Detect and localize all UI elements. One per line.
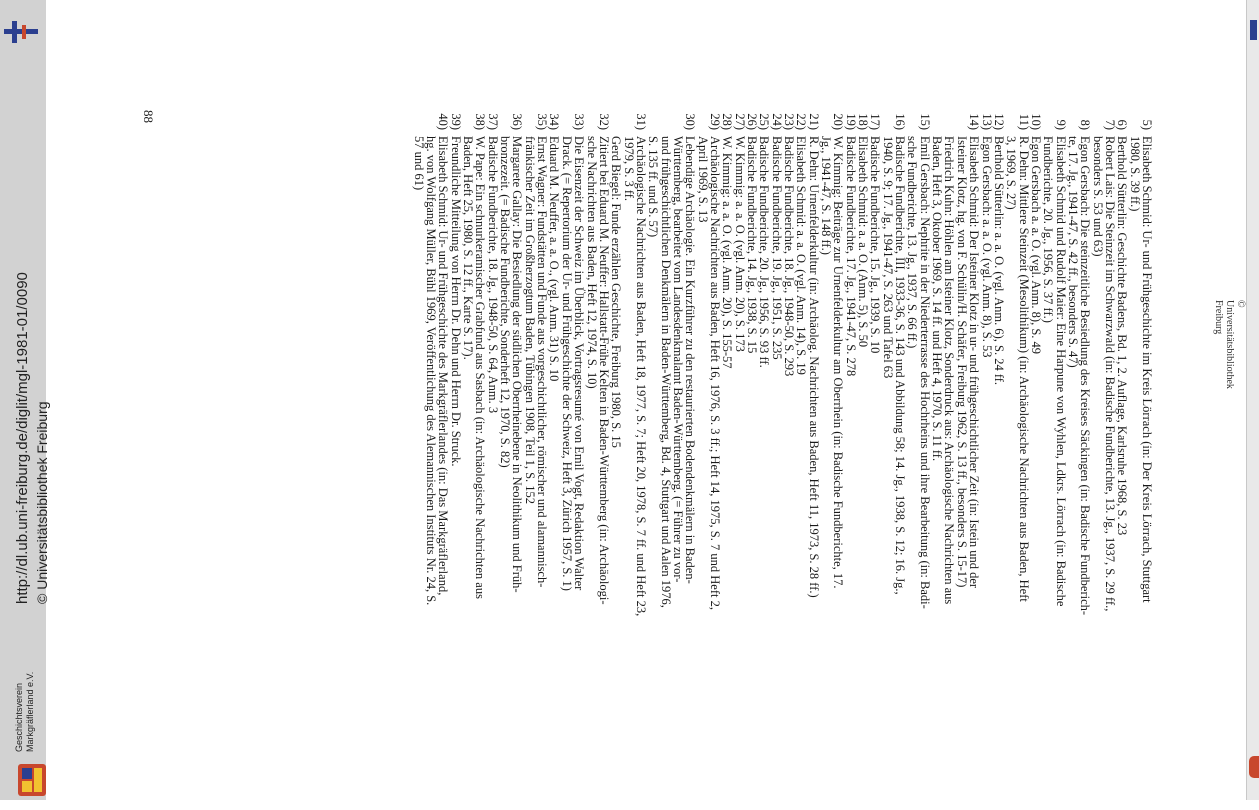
footnote-number: 23): [782, 113, 797, 130]
footnote: [486, 110, 498, 810]
footnote-continuation: hg. von Wolfgang Müller, Bühl 1969, Veröffentlichung des Alemannischen Instituts Nr. 24, S.: [424, 136, 439, 606]
footnote: [1091, 110, 1116, 810]
footnote: [746, 110, 758, 810]
footnote-number: 14): [967, 113, 982, 130]
footnote-number: 32): [596, 113, 611, 130]
footnote: [783, 110, 795, 810]
footnote-number: 18): [856, 113, 871, 130]
footnote-text: Margarete Gallay: Die Besiedlung der südlichen Oberrheinebene in Neolithikum und Früh-: [510, 136, 525, 593]
footnote: [548, 110, 560, 810]
footnote-text: Archäologische Nachrichten aus Baden, Heft 18, 1977, S. 7; Heft 20, 1978, S. 7 ff. und Heft 23,: [633, 136, 648, 617]
footnote: [869, 110, 881, 810]
footnote-continuation: April 1969, S. 13: [695, 136, 710, 223]
footnote-continuation: Baden, Heft 25, 1980, S. 12 ff., Karte S. 17).: [461, 136, 476, 360]
footnote: [1116, 110, 1128, 810]
footnote-continuation: 1979, S. 3 ff.: [621, 136, 636, 202]
watermark-copyright: © Universitätsbibliothek Freiburg: [1213, 300, 1246, 389]
footnote: [993, 110, 1005, 810]
footnote-number: 12): [991, 113, 1006, 130]
footnote: [696, 110, 721, 810]
footnote-text: Die Eisenzeit der Schweiz im Überblick, Vortragsresumé von Emil Vogt, Redaktion Walter: [572, 136, 587, 591]
footnote: [770, 110, 782, 810]
footnote-number: 22): [794, 113, 809, 130]
footnote: [1030, 110, 1042, 810]
footer-url-link[interactable]: http://dl.ub.uni-freiburg.de/diglit/mgl-1981-01/0090: [14, 272, 31, 604]
footnote: [499, 110, 524, 810]
footnote-text: Egon Gersbach: a. a. O. (vgl. Anm. 8), S. 53: [979, 136, 994, 358]
footnote-number: 16): [893, 113, 908, 130]
footnote: [733, 110, 745, 810]
footnote-number: 19): [843, 113, 858, 130]
footnote-text: Badische Fundberichte, III, 1933-36, S. 143 und Abbildung 58; 14. Jg., 1938, S. 12; 16. Jg.,: [893, 136, 908, 595]
footnote-number: 30): [683, 113, 698, 130]
page-number: 88: [141, 110, 156, 123]
footnote-number: 37): [485, 113, 500, 130]
footnote: [807, 110, 819, 810]
footnote-number: 29): [707, 113, 722, 130]
footnote-number: 25): [757, 113, 772, 130]
footnote-text: Elisabeth Schmid: a. a. O. (vgl. Anm. 14), S. 19: [794, 136, 809, 375]
footnote-text: Badische Fundberichte, 18. Jg., 1948-50, S. 64, Anm. 3: [485, 136, 500, 414]
footnote-number: 24): [769, 113, 784, 130]
footnote-text: W. Kimmig: Beiträge zur Urnenfelderkultur am Oberrhein (in: Badische Fundberichte, 17.: [831, 136, 846, 589]
footnote: [523, 110, 548, 810]
footnote: [721, 110, 733, 810]
footnote-continuation: 57 und 61): [411, 136, 426, 191]
footnote: [1042, 110, 1067, 810]
footnote-number: 13): [979, 113, 994, 130]
footnote-continuation: bronzezeit. (= Badische Fundberichte, Sonderheft 12, 1970, S. 82): [498, 136, 513, 468]
footnote: [758, 110, 770, 810]
footnote-number: 8): [1078, 119, 1093, 130]
footnote-continuation: 1940, S. 9; 17. Jg., 1941-47, S. 263 und Tafel 63: [880, 136, 895, 379]
footnote-number: 35): [535, 113, 550, 130]
footnote-text: Badische Fundberichte, 20. Jg., 1956, S. 93 ff.: [757, 136, 772, 368]
footnote: [931, 110, 980, 810]
footnote-text: Archäologische Nachrichten aus Baden, Heft 16, 1976, S. 3 ff.; Heft 14, 1975, S. 7 und Heft 2,: [707, 136, 722, 610]
footnote-text: Elisabeth Schmid: Ur- und Frühgeschichte im Kreis Lörrach (in: Der Kreis Lörrach, Stuttgart: [1140, 136, 1154, 603]
footnote-continuation: besonders S. 53 und 63): [1090, 136, 1105, 257]
footnote-text: Robert Lais: Die Steinzeit im Schwarzwald (in: Badische Fundberichte, 13. Jg., 1937, S. 29 ff.,: [1102, 136, 1117, 612]
footnote-number: 28): [720, 113, 735, 130]
document-page: [141, 0, 1154, 800]
footnote-number: 9): [1053, 119, 1068, 130]
footnote-text: W. Kimmig: a. a. O. (vgl. Anm. 20), S. 155-57: [720, 136, 735, 369]
footnote-continuation: te, 17. Jg., 1941-47, S. 42 ff., besonders S. 47): [1065, 136, 1080, 368]
footnote-text: R. Dehn: Mittlere Steinzeit (Mesolithikum) (in: Archäologische Nachrichten aus Baden, Heft: [1016, 136, 1031, 602]
footnote: [462, 110, 487, 810]
footnote-continuation: 1980, S. 39 ff.): [1127, 136, 1142, 212]
footnote-text: Elisabeth Schmid und Rudolf Maier: Eine Harpune von Wyhlen, Ldkrs. Lörrach (in: Badische: [1053, 136, 1068, 607]
credit: [14, 672, 36, 752]
viewer-right-strip: [1246, 0, 1259, 800]
footnote: [1067, 110, 1092, 810]
footnote-continuation: und frühgeschichtlichen Denkmälern in Baden-Württemberg, Bd. 4, Stuttgart und Aalen 1976,: [658, 136, 673, 608]
coat-of-arms-icon: [14, 760, 48, 800]
footnote-text: R. Dehn: Urnenfelderkultur (in: Archäolog. Nachrichten aus Baden, Heft 11, 1973, S. 28 ff.): [806, 136, 821, 598]
footnote-number: 27): [732, 113, 747, 130]
footnote-text: Badische Fundberichte, 14. Jg., 1938, S. 15: [745, 136, 759, 354]
footnote-text: Eduard M. Neuffer, a. a. O., (vgl. Anm. 31) S. 10: [547, 136, 562, 382]
viewer-mark-icon: [1250, 20, 1257, 40]
footnote: [610, 110, 647, 810]
footnote: [980, 110, 992, 810]
footer-copyright: © Universitätsbibliothek Freiburg: [34, 401, 50, 604]
footnote-number: 15): [917, 113, 932, 130]
footnote-number: 10): [1028, 113, 1043, 130]
footnote-continuation: sche Fundberichte, 13. Jg., 1937, S. 66 ff.): [905, 136, 920, 349]
footnote-continuation: Drack. (= Repertorium der Ur- und Frühgeschichte der Schweiz, Heft 3, Zürich 1957, S. 1): [559, 136, 574, 591]
footnote-text: Freundliche Mitteilung von Herrn Dr. Dehn und Herrn Dr. Struck.: [448, 136, 463, 467]
footnote-text: Emil Gersbach: Nephrite in der Niederterrasse des Hochrheins und ihre Bearbeitung (in: Badi-: [917, 136, 932, 609]
footnote: [1128, 110, 1153, 810]
footnote-text: W. Pape: Ein schnurkeramischer Grabfund aus Sasbach (in: Archäologische Nachrichten aus: [473, 136, 488, 599]
footnote-continuation: sche Nachrichten aus Baden, Heft 12, 1974, S. 10): [584, 136, 599, 389]
footnote-continuation: fränkischer Zeit im Großherzogtum Baden, Tübingen 1908, Teil 1, S. 152: [522, 136, 537, 505]
footnote-number: 6): [1115, 119, 1130, 130]
footnote-number: 31): [633, 113, 648, 130]
footnote-number: 5): [1140, 119, 1154, 130]
footnote: [906, 110, 931, 810]
footnote-text: Badische Fundberichte, 15. Jg., 1939, S. 10: [868, 136, 883, 354]
footnote-text: Elisabeth Schmid: Ur- und Frühgeschichte des Markgräflerlandes (in: Das Markgräflerland,: [436, 136, 451, 596]
footnote-text: Berthold Sütterlin: a. a. O. (vgl. Anm. 6), S. 24 ff.: [991, 136, 1006, 386]
footnote-text: Elisabeth Schmid: a. a. O. (Anm. 5), S. 50: [856, 136, 871, 348]
footnote-continuation: Fundberichte, 20. Jg., 1956, S. 37 ff.): [1041, 136, 1056, 323]
footnote: [561, 110, 586, 810]
footnote: [844, 110, 856, 810]
footnote-number: 21): [806, 113, 821, 130]
footnote: [412, 110, 449, 810]
footnote-continuation: S. 135 ff. und S. 57): [646, 136, 661, 238]
footnote-text: Badische Fundberichte, 19. Jg., 1951, S. 235: [769, 136, 784, 360]
footnote: [795, 110, 807, 810]
footnote-continuation: Gerd Biegel: Funde erzählen Geschichte, Freiburg 1980, S. 15: [609, 136, 624, 448]
footnote-number: 33): [572, 113, 587, 130]
footnote: [647, 110, 696, 810]
footnote-text: Badische Fundberichte, 18. Jg., 1948-50, S. 293: [782, 136, 797, 377]
footnote-continuation: Württemberg, bearbeitet vom Landesdenkmalamt Baden-Württemberg. (= Führer zu vor-: [670, 136, 685, 583]
footnote-text: Egon Gersbach: Die steinzeitliche Besiedlung des Kreises Säckingen (in: Badische Fundberich-: [1078, 136, 1093, 616]
footnote-continuation: Friedrich Kuhn: Höhlen am Isteiner Klotz, Sonderdruck aus: Archäologische Nachrichten aus: [942, 136, 957, 605]
footnote-continuation: Baden, Heft 3, Oktober 1969, S. 14 ff. und Heft 4, 1970, S. 11 ff.: [930, 136, 945, 462]
footnote-text: Zitiert bei Eduard M. Neuffer: Hallstatt-Frühe Kelten in Baden-Württemberg (in: Archäologi-: [596, 136, 611, 605]
footnote-number: 20): [831, 113, 846, 130]
footnote: [449, 110, 461, 810]
footnote: [585, 110, 610, 810]
footnote-number: 38): [473, 113, 488, 130]
footnote: [857, 110, 869, 810]
footnote-number: 17): [868, 113, 883, 130]
footnote-number: 26): [745, 113, 759, 130]
footnote-text: Egon Gersbach a. a. O. (vgl. Anm. 8), S. 49: [1028, 136, 1043, 355]
footnote-number: 7): [1102, 119, 1117, 130]
footnote-text: W. Kimmig: a. a. O. (vgl. Anm. 20), S. 173: [732, 136, 747, 352]
footnote-number: 34): [547, 113, 562, 130]
footnote: [820, 110, 845, 810]
footnote-number: 39): [448, 113, 463, 130]
footnote-text: Ernst Wagner: Fundstätten und Funde aus vorgeschichtlicher, römischer und alamannisch-: [535, 136, 550, 588]
viewer-badge-icon: [1249, 756, 1259, 778]
footnote-text: Elisabeth Schmid: Der Isteiner Klotz in ur- und frühgeschichtlicher Zeit (in: Istein und der: [967, 136, 982, 589]
footnote-text: Badische Fundberichte, 17. Jg., 1941-47, S. 278: [843, 136, 858, 377]
footnote-continuation: Jg., 1941-47, S. 148 ff.): [819, 136, 834, 255]
credit-line: Markgräflerland e.V.: [25, 671, 35, 752]
footnote: [1005, 110, 1030, 810]
footnote-list: [412, 110, 1153, 810]
footer: [14, 0, 60, 800]
footnote-continuation: 3, 1969, S. 27): [1004, 136, 1019, 210]
footnote-number: 36): [510, 113, 525, 130]
footnote-number: 40): [436, 113, 451, 130]
footnote: [881, 110, 906, 810]
footnote-text: Lebendige Archäologie. Ein Kurzführer zu den restaurierten Bodendenkmälern in Baden-: [683, 136, 698, 584]
footnote-continuation: Isteiner Klotz, hg. von F. Schülin/H. Schäfer, Freiburg 1962, S. 13 ff., besonders S. 15-17): [954, 136, 969, 588]
footnote-text: Berthold Sütterlin: Geschichte Badens, Bd. 1, 2. Auflage, Karlsruhe 1968, S. 23: [1115, 136, 1130, 536]
credit-line: Geschichtsverein: [14, 682, 24, 752]
footnote-number: 11): [1016, 113, 1031, 130]
